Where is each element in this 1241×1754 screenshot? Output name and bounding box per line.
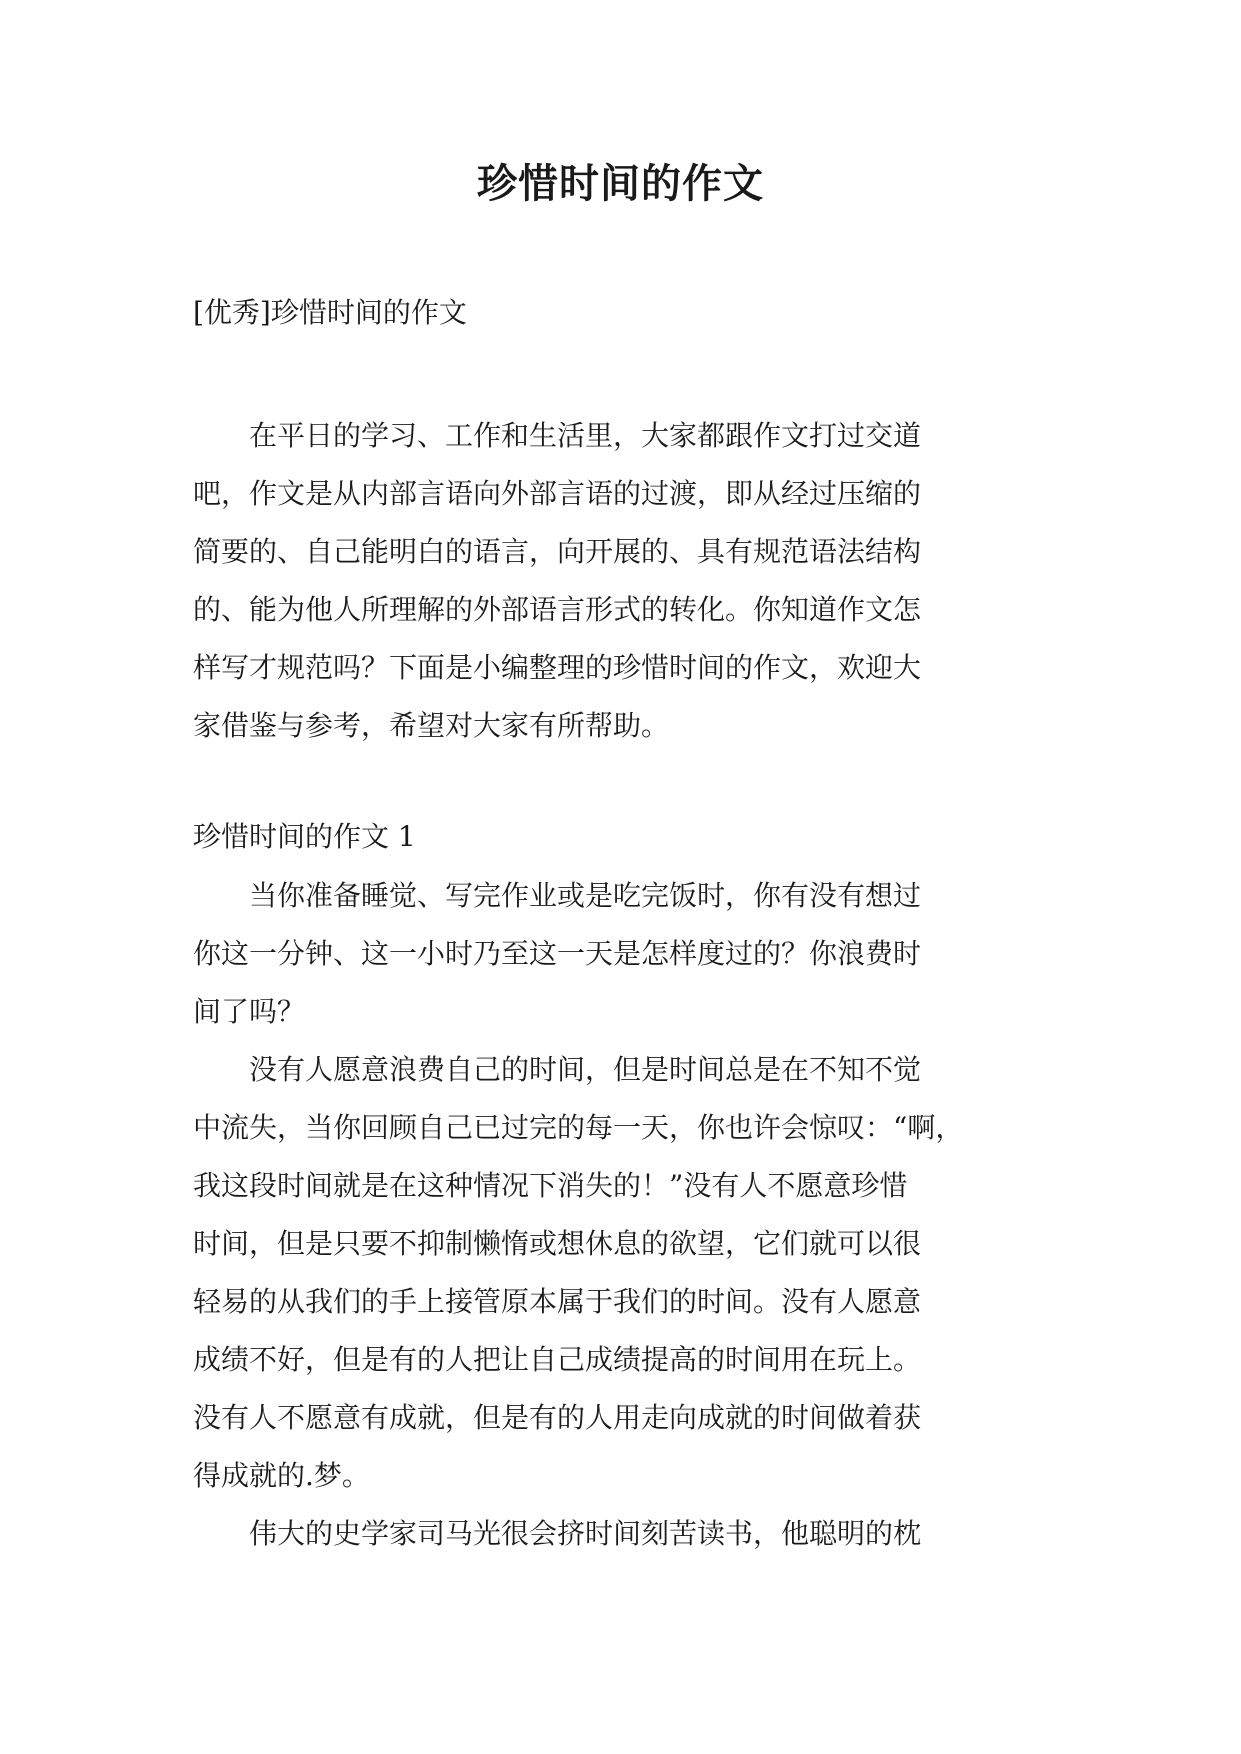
text-line: 样写才规范吗？下面是小编整理的珍惜时间的作文，欢迎大 (193, 651, 922, 684)
document-title: 珍惜时间的作文 (477, 160, 764, 207)
text-line: 间了吗？ (193, 995, 306, 1028)
text-line: 的、能为他人所理解的外部语言形式的转化。你知道作文怎 (193, 593, 922, 626)
text-line: 简要的、自己能明白的语言，向开展的、具有规范语法结构 (193, 535, 922, 568)
intro-paragraph (193, 407, 1053, 755)
text-line: 时间，但是只要不抑制懒惰或想休息的欲望，它们就可以很 (193, 1227, 922, 1260)
text-line: 成绩不好，但是有的人把让自己成绩提高的时间用在玩上。 (193, 1343, 922, 1376)
text-line: 你这一分钟、这一小时乃至这一天是怎样度过的？你浪费时 (193, 937, 922, 970)
document-subtitle: [优秀]珍惜时间的作文 (193, 296, 467, 329)
text-line: 当你准备睡觉、写完作业或是吃完饭时，你有没有想过 (193, 879, 922, 912)
text-line: 家借鉴与参考，希望对大家有所帮助。 (193, 709, 670, 742)
essay-heading: 珍惜时间的作文 1 (193, 820, 416, 853)
text-line: 没有人愿意浪费自己的时间，但是时间总是在不知不觉 (193, 1053, 922, 1086)
essay-body (193, 867, 1053, 1563)
text-line: 没有人不愿意有成就，但是有的人用走向成就的时间做着获 (193, 1401, 922, 1434)
text-line: 轻易的从我们的手上接管原本属于我们的时间。没有人愿意 (193, 1285, 922, 1318)
text-line: 得成就的.梦。 (193, 1459, 370, 1492)
text-line: 在平日的学习、工作和生活里，大家都跟作文打过交道 (193, 419, 922, 452)
text-line: 伟大的史学家司马光很会挤时间刻苦读书，他聪明的枕 (193, 1517, 922, 1550)
text-line: 我这段时间就是在这种情况下消失的！”没有人不愿意珍惜 (193, 1169, 908, 1202)
text-line: 中流失，当你回顾自己已过完的每一天，你也许会惊叹：“啊， (193, 1111, 964, 1144)
text-line: 吧，作文是从内部言语向外部言语的过渡，即从经过压缩的 (193, 477, 922, 510)
